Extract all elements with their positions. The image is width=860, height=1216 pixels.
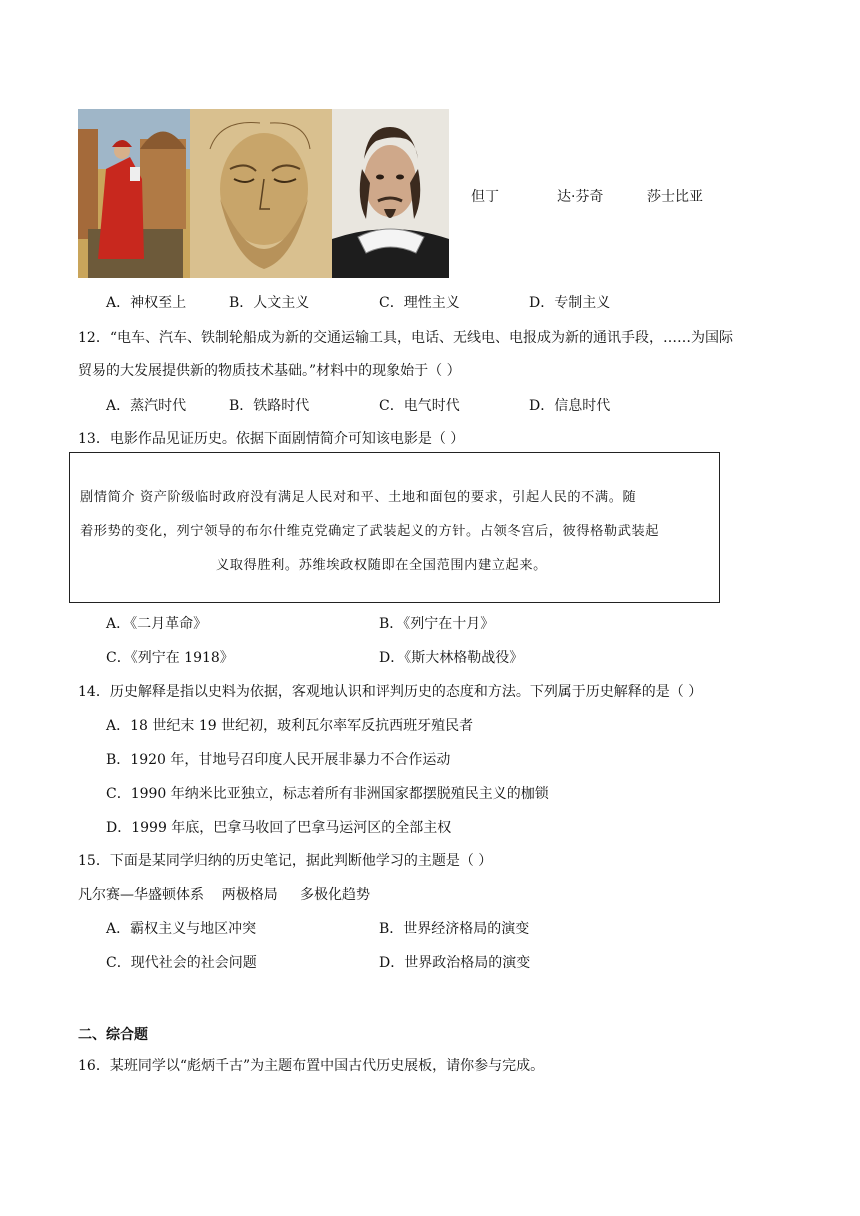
q11-option-d[interactable]: D．专制主义 (529, 295, 611, 311)
caption-da-vinci: 达·芬奇 (557, 189, 604, 205)
q14-stem: 14．历史解释是指以史料为依据，客观地认识和评判历史的态度和方法。下列属于历史解释的是（ ） (78, 684, 703, 700)
q15-note: 凡尔赛—华盛顿体系 两极格局 多极化趋势 (78, 887, 371, 903)
q15-option-c[interactable]: C．现代社会的社会问题 (106, 955, 257, 971)
q15-option-b[interactable]: B．世界经济格局的演变 (379, 921, 530, 937)
q13-option-c[interactable]: C．《列宁在 1918》 (106, 650, 234, 666)
section-heading: 二、综合题 (78, 1027, 148, 1043)
q15-option-d[interactable]: D．世界政治格局的演变 (379, 955, 531, 971)
caption-shakespeare: 莎士比亚 (647, 189, 703, 205)
q14-option-b[interactable]: B．1920 年，甘地号召印度人民开展非暴力不合作运动 (106, 752, 451, 768)
plot-summary-box (69, 452, 720, 603)
q15-option-a[interactable]: A．霸权主义与地区冲突 (106, 921, 257, 937)
q12-stem-line2: 贸易的大发展提供新的物质技术基础。”材料中的现象始于（ ） (78, 363, 461, 379)
caption-dante: 但丁 (471, 189, 499, 205)
q11-option-b[interactable]: B．人文主义 (229, 295, 310, 311)
q14-option-d[interactable]: D．1999 年底，巴拿马收回了巴拿马运河区的全部主权 (106, 820, 452, 836)
plot-summary-line2: 着形势的变化，列宁领导的布尔什维克党确定了武装起义的方针。占领冬宫后，彼得格勒武装起 (80, 524, 660, 539)
q16-stem: 16．某班同学以“彪炳千古”为主题布置中国古代历史展板，请你参与完成。 (78, 1058, 545, 1074)
plot-summary-line1: 剧情简介 资产阶级临时政府没有满足人民对和平、土地和面包的要求，引起人民的不满。随 (80, 490, 637, 505)
plot-summary-line3: 义取得胜利。苏维埃政权随即在全国范围内建立起来。 (216, 558, 547, 573)
q13-option-a[interactable]: A．《二月革命》 (106, 616, 208, 632)
q13-stem: 13．电影作品见证历史。依据下面剧情简介可知该电影是（ ） (78, 431, 465, 447)
q12-option-c[interactable]: C．电气时代 (379, 398, 460, 414)
dante-portrait (78, 109, 190, 278)
da-vinci-portrait (190, 109, 332, 278)
q14-option-a[interactable]: A．18 世纪末 19 世纪初，玻利瓦尔率军反抗西班牙殖民者 (106, 718, 474, 734)
q11-option-a[interactable]: A．神权至上 (106, 295, 187, 311)
q11-option-c[interactable]: C．理性主义 (379, 295, 460, 311)
q15-stem: 15．下面是某同学归纳的历史笔记，据此判断他学习的主题是（ ） (78, 853, 493, 869)
q12-option-d[interactable]: D．信息时代 (529, 398, 611, 414)
q12-stem-line1: 12．“电车、汽车、铁制轮船成为新的交通运输工具，电话、无线电、电报成为新的通讯手段，……为国际 (78, 330, 733, 346)
q12-option-a[interactable]: A．蒸汽时代 (106, 398, 187, 414)
q13-option-d[interactable]: D．《斯大林格勒战役》 (379, 650, 524, 666)
q13-option-b[interactable]: B．《列宁在十月》 (379, 616, 495, 632)
q12-option-b[interactable]: B．铁路时代 (229, 398, 310, 414)
shakespeare-portrait (332, 109, 449, 278)
q14-option-c[interactable]: C．1990 年纳米比亚独立，标志着所有非洲国家都摆脱殖民主义的枷锁 (106, 786, 549, 802)
